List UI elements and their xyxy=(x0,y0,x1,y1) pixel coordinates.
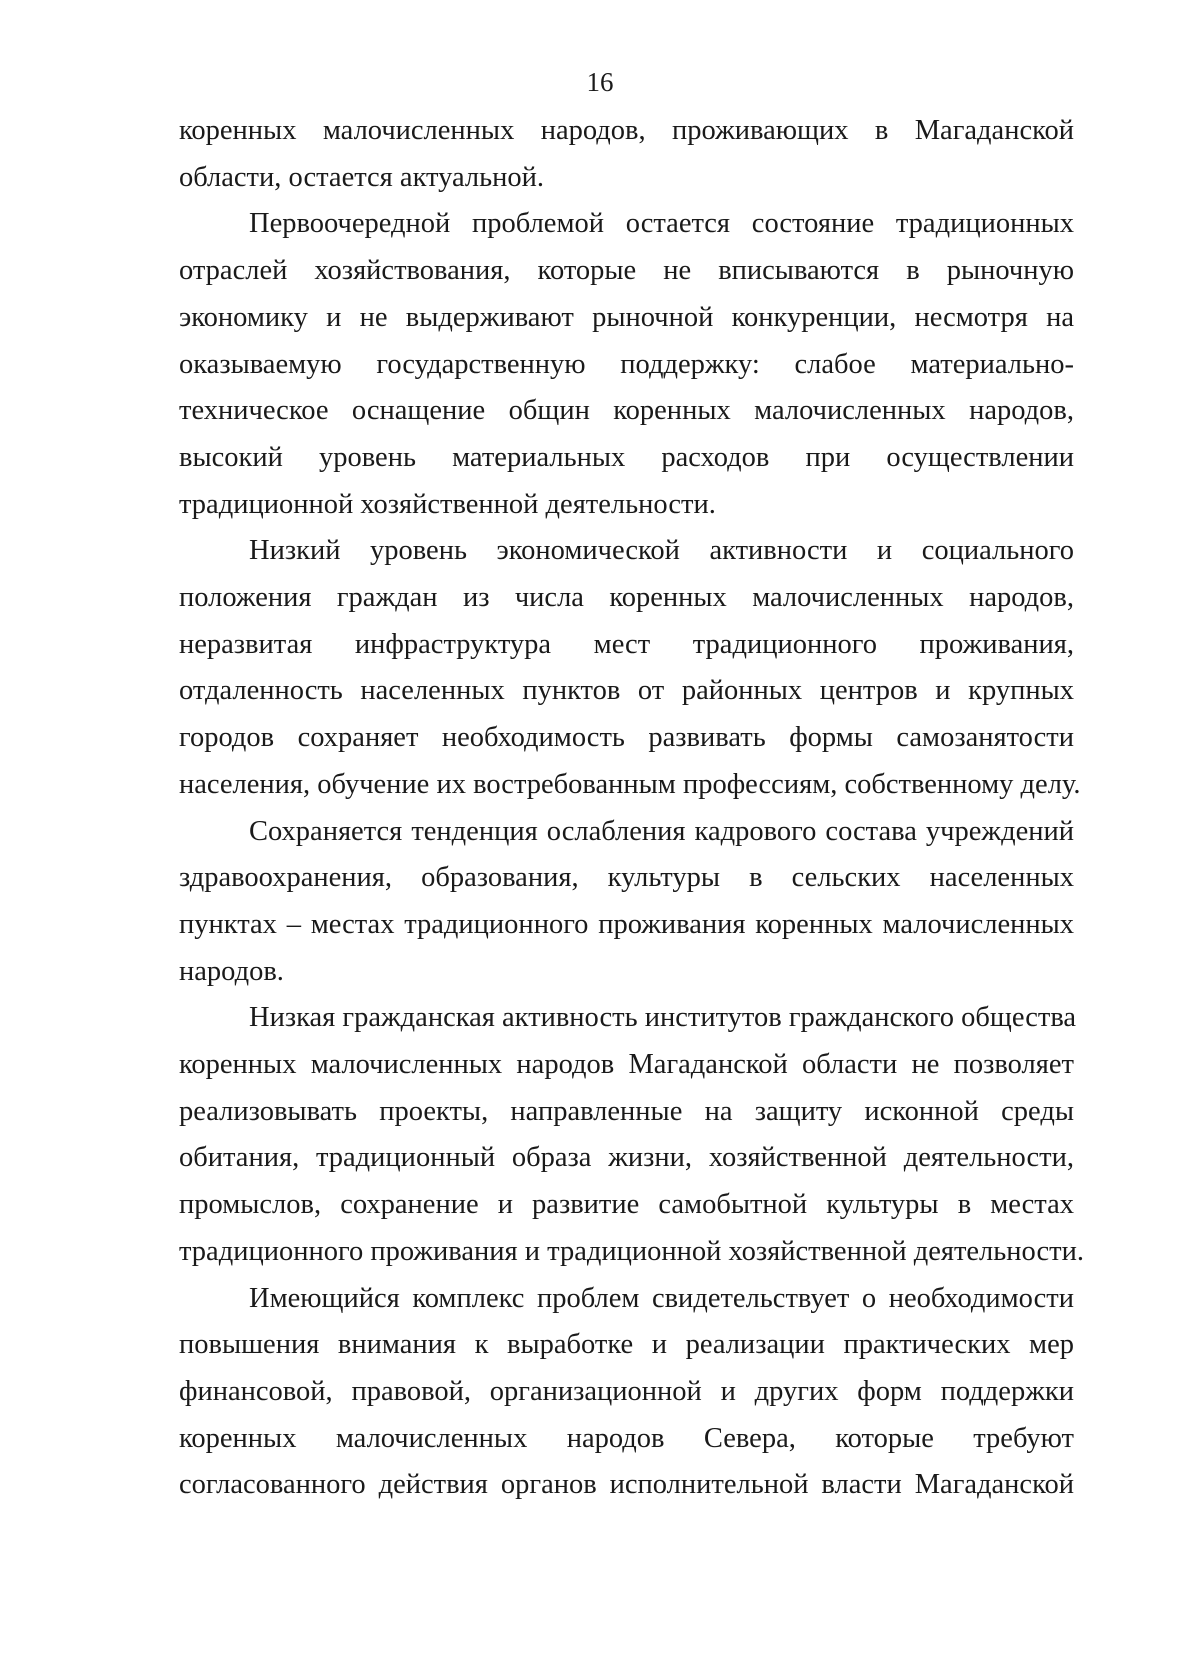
document-body xyxy=(179,108,1084,1509)
text-line: высокий уровень материальных расходов при осуществлении xyxy=(179,441,1074,473)
text-line: коренных малочисленных народов Севера, которые требуют xyxy=(179,1422,1074,1454)
text-line: пунктах – местах традиционного проживания коренных малочисленных xyxy=(179,908,1074,940)
text-line: отраслей хозяйствования, которые не вписываются в рыночную xyxy=(179,255,1074,287)
text-line: коренных малочисленных народов Магаданской области не позволяет xyxy=(179,1049,1074,1081)
paragraph-5 xyxy=(179,995,1084,1275)
text-line: реализовывать проекты, направленные на защиту исконной среды xyxy=(179,1095,1074,1127)
text-line: традиционной хозяйственной деятельности. xyxy=(179,488,716,520)
text-line: согласованного действия органов исполнительной власти Магаданской xyxy=(179,1469,1074,1501)
text-line: Низкая гражданская активность институтов гражданского общества xyxy=(249,1002,1077,1034)
text-line: отдаленность населенных пунктов от районных центров и крупных xyxy=(179,675,1074,707)
text-line: области, остается актуальной. xyxy=(179,161,544,193)
text-line: Первоочередной проблемой остается состояние традиционных xyxy=(249,208,1074,240)
text-line: традиционного проживания и традиционной хозяйственной деятельности. xyxy=(179,1235,1084,1267)
paragraph-2 xyxy=(179,201,1074,528)
text-line: обитания, традиционный образа жизни, хозяйственной деятельности, xyxy=(179,1142,1074,1174)
paragraph-6 xyxy=(179,1276,1074,1510)
text-line: промыслов, сохранение и развитие самобытной культуры в местах xyxy=(179,1189,1074,1221)
page-number: 16 xyxy=(586,67,614,97)
text-line: народов. xyxy=(179,955,284,987)
text-line: финансовой, правовой, организационной и других форм поддержки xyxy=(179,1375,1074,1407)
paragraph-1 xyxy=(179,108,1074,201)
text-line: населения, обучение их востребованным профессиям, собственному делу. xyxy=(179,768,1081,800)
text-line: повышения внимания к выработке и реализации практических мер xyxy=(179,1329,1074,1361)
text-line: городов сохраняет необходимость развивать формы самозанятости xyxy=(179,722,1074,754)
text-line: положения граждан из числа коренных малочисленных народов, xyxy=(179,582,1074,614)
text-line: экономику и не выдерживают рыночной конкуренции, несмотря на xyxy=(179,301,1074,333)
text-line: коренных малочисленных народов, проживающих в Магаданской xyxy=(179,115,1074,146)
text-line: оказываемую государственную поддержку: слабое материально- xyxy=(179,348,1074,380)
text-line: здравоохранения, образования, культуры в сельских населенных xyxy=(179,862,1074,894)
text-line: Имеющийся комплекс проблем свидетельствует о необходимости xyxy=(249,1282,1074,1314)
paragraph-4 xyxy=(179,809,1074,996)
text-line: неразвитая инфраструктура мест традиционного проживания, xyxy=(179,628,1074,660)
paragraph-3 xyxy=(179,528,1081,808)
text-line: техническое оснащение общин коренных малочисленных народов, xyxy=(179,395,1074,427)
text-line: Сохраняется тенденция ослабления кадрового состава учреждений xyxy=(249,815,1074,847)
text-line: Низкий уровень экономической активности и социального xyxy=(249,535,1074,567)
